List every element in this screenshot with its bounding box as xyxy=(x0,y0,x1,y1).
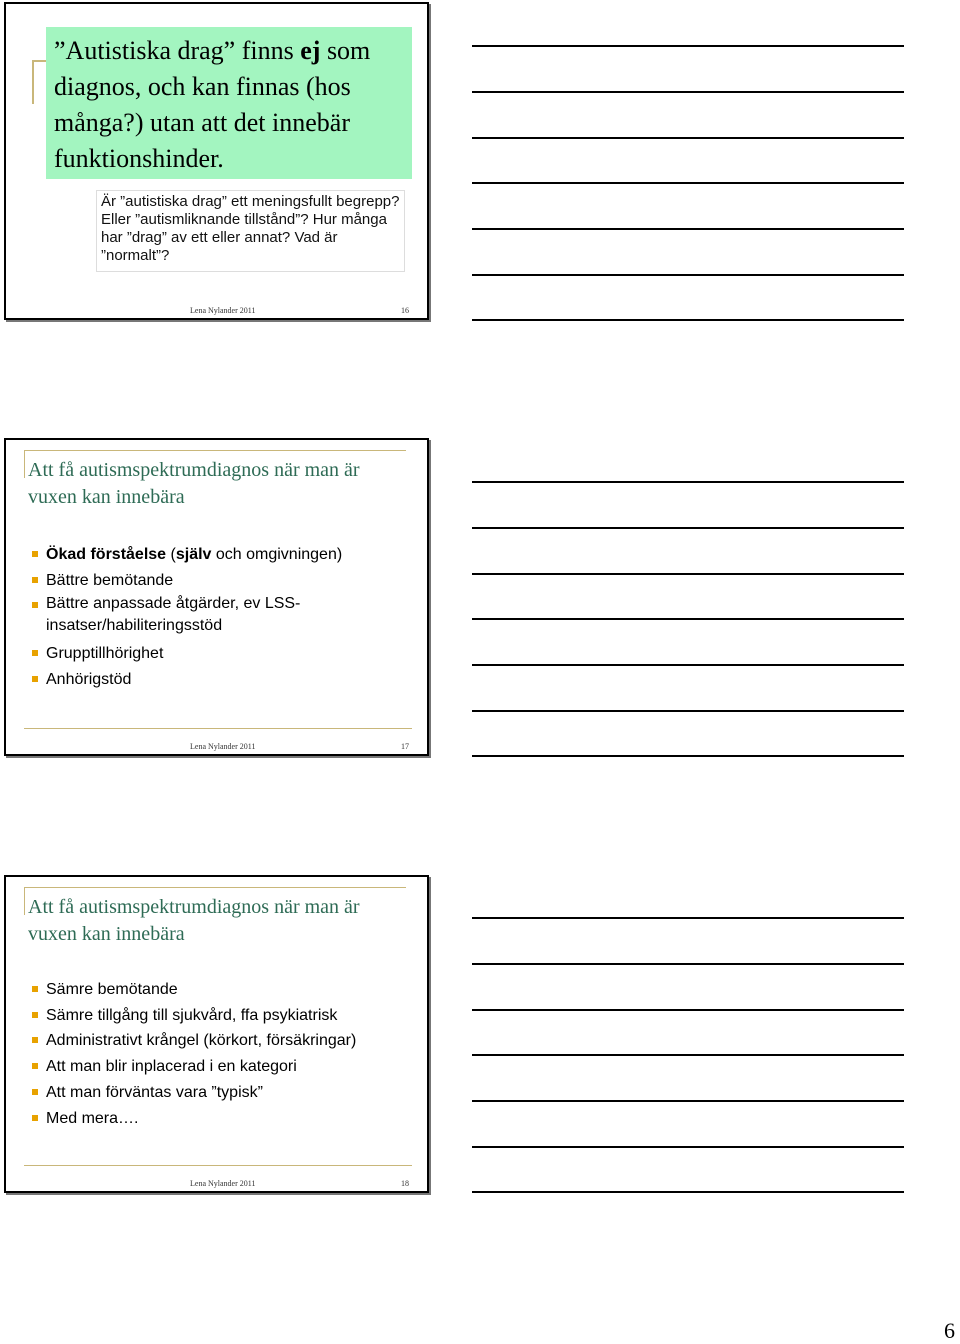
bullet-text: Bättre bemötande xyxy=(46,571,174,589)
question-box: Är ”autistiska drag” ett meningsfullt begrepp? Eller ”autismliknande tillstånd”? Hur många har ”drag” av ett eller annat? Vad är ”normalt”? xyxy=(96,190,405,272)
slide-author: Lena Nylander 2011 xyxy=(190,1179,256,1188)
bullet-text: Anhörigstöd xyxy=(46,671,132,689)
slide-decor-line xyxy=(24,450,406,451)
slide-decor-line xyxy=(32,60,34,104)
slide-title: Att få autismspektrumdiagnos när man är vuxen kan innebära xyxy=(28,896,360,945)
slide-footer-line xyxy=(24,728,412,729)
slide-number: 17 xyxy=(401,742,409,751)
bullet-bold: Ökad förståelse xyxy=(46,546,167,563)
note-line xyxy=(472,1054,904,1056)
note-line xyxy=(472,1100,904,1102)
slide-number: 16 xyxy=(401,306,409,315)
bullet-item xyxy=(28,641,346,667)
note-line xyxy=(472,755,904,757)
bullet-icon xyxy=(32,1063,38,1069)
note-line xyxy=(472,963,904,965)
slide-title: Att få autismspektrumdiagnos när man är vuxen kan innebära xyxy=(28,459,360,508)
bullet-text: Administrativt krångel (körkort, försäkringar) xyxy=(46,1032,357,1050)
slide-16 xyxy=(4,2,429,320)
bullet-text: Med mera…. xyxy=(46,1109,139,1127)
note-line xyxy=(472,917,904,919)
note-line xyxy=(472,1191,904,1193)
note-line xyxy=(472,91,904,93)
bullet-text: Sämre tillgång till sjukvård, ffa psykiatrisk xyxy=(46,1006,338,1024)
slide-footer-line xyxy=(24,1165,412,1166)
highlight-bold: ej xyxy=(300,36,321,65)
bullet-icon xyxy=(32,602,38,608)
bullet-text: ( xyxy=(166,546,176,563)
note-line xyxy=(472,481,904,483)
note-line xyxy=(472,182,904,184)
note-line xyxy=(472,319,904,321)
note-line xyxy=(472,1009,904,1011)
bullet-icon xyxy=(32,1089,38,1095)
note-line xyxy=(472,710,904,712)
bullet-text: Att man förväntas vara ”typisk” xyxy=(46,1083,263,1101)
bullet-item xyxy=(28,977,356,1003)
bullet-icon xyxy=(32,986,38,992)
bullet-icon xyxy=(32,551,38,557)
bullet-item xyxy=(28,667,346,693)
highlight-box xyxy=(46,27,412,179)
note-line xyxy=(472,618,904,620)
bullet-item xyxy=(28,1003,356,1029)
bullet-item xyxy=(28,542,346,568)
bullet-text: Bättre anpassade åtgärder, ev LSS-insatser/habiliteringsstöd xyxy=(46,595,301,635)
bullet-icon xyxy=(32,1037,38,1043)
bullet-icon xyxy=(32,1115,38,1121)
slide-number: 18 xyxy=(401,1179,409,1188)
slide-decor-line xyxy=(24,887,406,888)
slide-17 xyxy=(4,438,429,756)
bullet-icon xyxy=(32,676,38,682)
bullet-bold: själv xyxy=(175,546,212,563)
page-number: 6 xyxy=(944,1318,955,1343)
bullet-item xyxy=(28,1028,356,1054)
note-line xyxy=(472,664,904,666)
note-line xyxy=(472,527,904,529)
note-line xyxy=(472,228,904,230)
bullet-list xyxy=(28,977,356,1131)
bullet-icon xyxy=(32,650,38,656)
bullet-icon xyxy=(32,577,38,583)
slide-18 xyxy=(4,875,429,1193)
note-line xyxy=(472,45,904,47)
bullet-text: Att man blir inplacerad i en kategori xyxy=(46,1058,297,1076)
slide-decor-line xyxy=(32,60,46,62)
bullet-text: och omgivningen) xyxy=(211,546,343,563)
bullet-text: Sämre bemötande xyxy=(46,981,178,998)
bullet-item xyxy=(28,1106,356,1132)
bullet-text: Grupptillhörighet xyxy=(46,645,164,663)
highlight-text: ”Autistiska drag” finns xyxy=(54,36,301,65)
note-line xyxy=(472,1146,904,1148)
note-line xyxy=(472,274,904,276)
bullet-item xyxy=(28,1054,356,1080)
bullet-item xyxy=(28,568,346,594)
note-line xyxy=(472,573,904,575)
slide-author: Lena Nylander 2011 xyxy=(190,306,256,315)
note-line xyxy=(472,137,904,139)
bullet-item xyxy=(28,593,346,637)
slide-decor-line xyxy=(24,887,25,915)
slide-author: Lena Nylander 2011 xyxy=(190,742,256,751)
bullet-list xyxy=(28,542,346,693)
slide-decor-line xyxy=(24,450,25,478)
highlight-text-rest: som diagnos, och kan finnas (hos många?) utan att det innebär funktionshinder. xyxy=(54,36,371,173)
bullet-icon xyxy=(32,1012,38,1018)
bullet-item xyxy=(28,1080,356,1106)
